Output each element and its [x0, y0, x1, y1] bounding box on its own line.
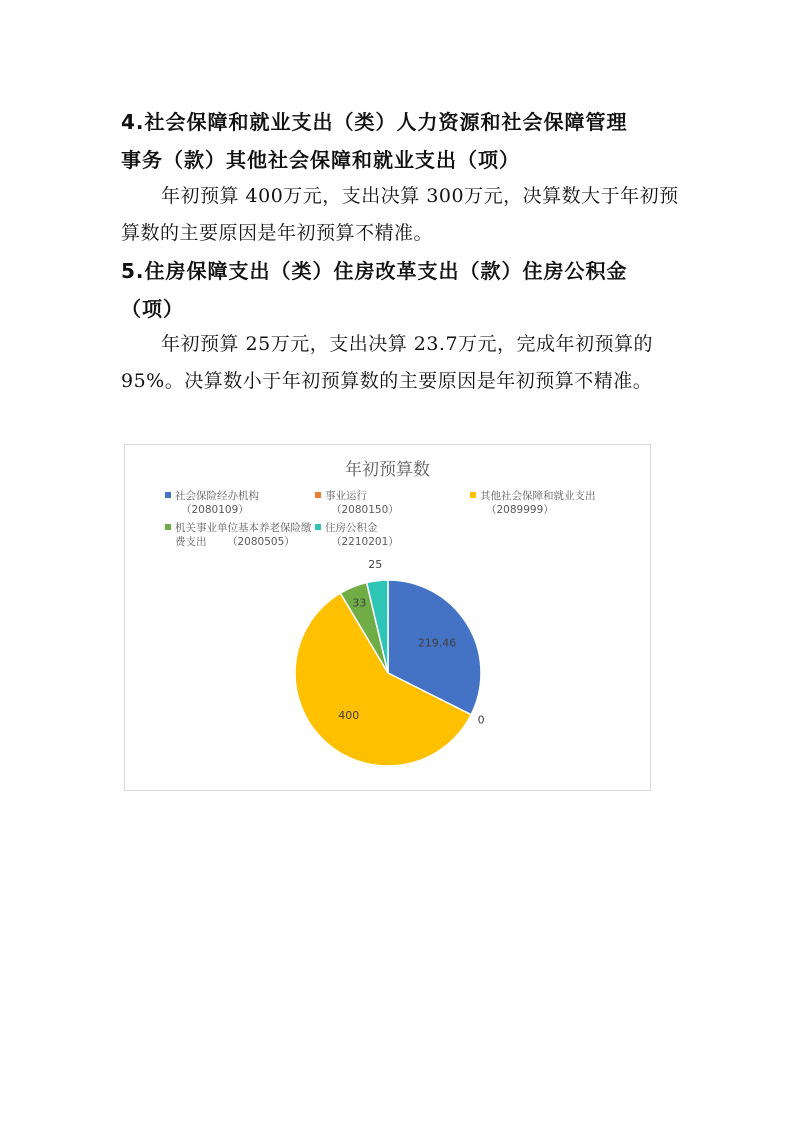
section-5-body: 年初预算 25万元，支出决算 23.7万元，完成年初预算的 95%。决算数小于年初预算数的主要原因是年初预算不精准。 — [121, 333, 654, 392]
chart-title: 年初预算数 — [345, 460, 430, 480]
legend-code: （2080109） — [181, 504, 249, 516]
section-4-heading-line1: 4.社会保障和就业支出（类）人力资源和社会保障管理 — [121, 110, 628, 134]
legend-label: 住房公积金 — [325, 522, 378, 534]
section-4-body: 年初预算 400万元，支出决算 300万元，决算数大于年初预算数的主要原因是年初预算不精准。 — [121, 185, 679, 244]
pie-chart-box — [124, 444, 651, 791]
legend-label: 事业运行 — [325, 490, 367, 502]
section-4-heading-line2: 事务（款）其他社会保障和就业支出（项） — [121, 148, 520, 172]
pie-chart — [125, 445, 650, 790]
data-label: 400 — [338, 709, 360, 723]
legend-label: 社会保险经办机构 — [175, 490, 259, 502]
data-label: 0 — [477, 713, 485, 727]
data-label: 33 — [352, 596, 367, 610]
legend-code: （2210201） — [331, 536, 399, 548]
legend-label: 机关事业单位基本养老保险缴费支出 — [175, 522, 312, 548]
legend-code: （2080150） — [331, 504, 399, 516]
data-label: 219.46 — [417, 636, 457, 650]
section-5-heading-line1: 5.住房保障支出（类）住房改革支出（款）住房公积金 — [121, 259, 628, 283]
data-label: 25 — [368, 557, 383, 571]
legend-label: 其他社会保障和就业支出 — [480, 490, 596, 502]
legend-code: （2089999） — [486, 504, 554, 516]
section-5-heading-line2: （项） — [121, 297, 184, 321]
legend-code: （2080505） — [227, 536, 295, 548]
